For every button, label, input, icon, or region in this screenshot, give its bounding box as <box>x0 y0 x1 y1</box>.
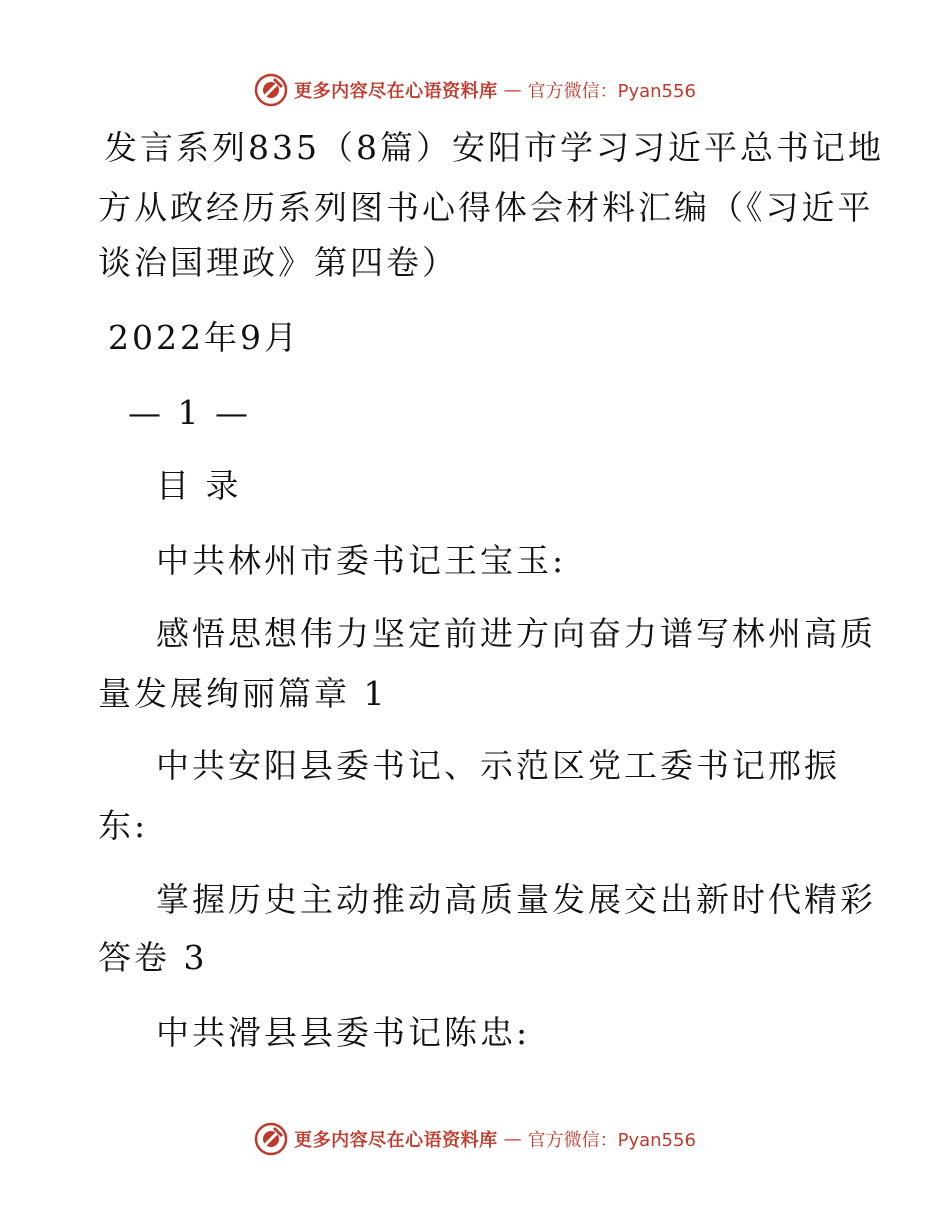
page-number: — 1 — <box>128 393 251 432</box>
toc-entry-author-line-2: 东: <box>98 806 149 845</box>
document-title-line-1: 发言系列835（8篇）安阳市学习习近平总书记地 <box>104 128 884 167</box>
toc-heading: 目 录 <box>156 466 242 505</box>
toc-entry-author-line-1: 中共安阳县委书记、示范区党工委书记邢振 <box>156 746 840 785</box>
toc-entry-author: 中共林州市委书记王宝玉: <box>156 541 567 580</box>
toc-entry-title-line-2: 量发展绚丽篇章 1 <box>98 674 388 713</box>
document-date: 2022年9月 <box>108 318 300 357</box>
toc-entry-title-line-2: 答卷 3 <box>98 938 208 977</box>
watermark-separator: — <box>503 1128 522 1150</box>
brand-logo-icon <box>254 73 288 107</box>
watermark-separator: — <box>503 79 522 101</box>
toc-entry-author: 中共滑县县委书记陈忠: <box>156 1013 531 1052</box>
document-title-line-2: 方从政经历系列图书心得体会材料汇编（《习近平 <box>98 188 874 227</box>
header-watermark <box>0 72 950 108</box>
watermark-contact-text: 官方微信：Pyan556 <box>527 81 696 102</box>
document-title-line-3: 谈治国理政》第四卷） <box>98 243 458 282</box>
watermark-brand-text: 更多内容尽在心语资料库 <box>294 1130 498 1151</box>
toc-entry-title-line-1: 感悟思想伟力坚定前进方向奋力谱写林州高质 <box>156 614 876 653</box>
watermark-brand-text: 更多内容尽在心语资料库 <box>294 81 498 102</box>
footer-watermark <box>0 1121 950 1157</box>
toc-entry-title-line-1: 掌握历史主动推动高质量发展交出新时代精彩 <box>156 880 876 919</box>
watermark-contact-text: 官方微信：Pyan556 <box>527 1130 696 1151</box>
brand-logo-icon <box>254 1122 288 1156</box>
